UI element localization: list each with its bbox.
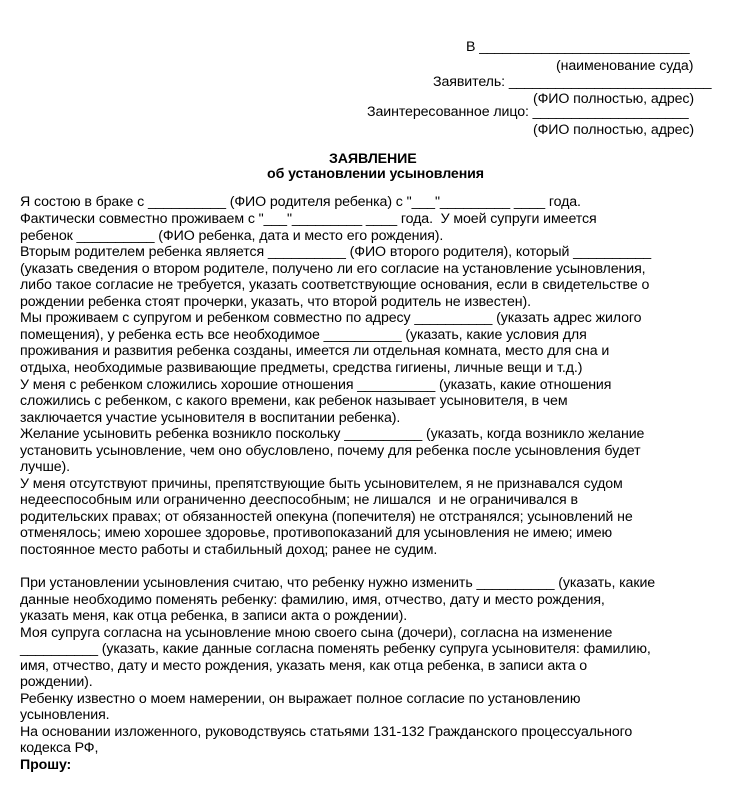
body-line: отменялось; имею хорошее здоровье, противопоказаний для усыновления не имею; имею: [20, 525, 613, 541]
body-line: Ребенку известно о моем намерении, он выражает полное согласие по установлению: [20, 691, 581, 707]
body-line: лучше).: [20, 459, 71, 475]
body-line: сложились с ребенком, с какого времени, как ребенок называет усыновителя, в чем: [20, 393, 568, 409]
body-line: отдыха, необходимые развивающие предметы, средства гигиены, личные вещи и т.д.): [20, 360, 583, 376]
body-line: рождении ребенка стоят прочерки, указать, что второй родитель не известен).: [20, 294, 531, 310]
body-line: установить усыновление, чем оно обусловлено, почему для ребенка после усыновления будет: [20, 443, 641, 459]
court-line: В ___________________________: [466, 39, 690, 55]
body-line: данные необходимо поменять ребенку: фамилию, имя, отчество, дату и место рождения,: [20, 592, 605, 608]
body-line: проживания и развития ребенка созданы, имеется ли отдельная комната, место для сна и: [20, 343, 610, 359]
body-line: заключается участие усыновителя в воспитании ребенка).: [20, 410, 401, 426]
body-line: усыновления.: [20, 707, 110, 723]
body-line: У меня с ребенком сложились хорошие отношения __________ (указать, какие отношения: [20, 377, 612, 393]
applicant-caption: (ФИО полностью, адрес): [533, 91, 695, 107]
body-line: кодекса РФ,: [20, 740, 99, 756]
body-line: Я состою в браке с __________ (ФИО родителя ребенка) с "___"_________ ____ года.: [20, 194, 581, 210]
interested-party-line: Заинтересованное лицо: ____________________: [367, 104, 689, 120]
body-line: рождении).: [20, 674, 93, 690]
interested-party-caption: (ФИО полностью, адрес): [533, 122, 695, 138]
body-line: (указать сведения о втором родителе, получено ли его согласие на установление усыновления,: [20, 261, 646, 277]
body-line: недееспособным или ограниченно дееспособным; не лишался и не ограничивался в: [20, 492, 578, 508]
body-line: Мы проживаем с супругом и ребенком совместно по адресу __________ (указать адрес жилого: [20, 310, 642, 326]
body-line: При установлении усыновления считаю, что ребенку нужно изменить __________ (указать, какие: [20, 575, 656, 591]
body-line: родительских правах; от обязанностей опекуна (попечителя) не отстранялся; усыновлений не: [20, 509, 633, 525]
body-line: Моя супруга согласна на усыновление мною своего сына (дочери), согласна на изменение: [20, 625, 613, 641]
body-line: Фактически совместно проживаем с "___"_________ ____ года. У моей супруги имеется: [20, 211, 597, 227]
body-line: __________ (указать, какие данные согласна поменять ребенку супруга усыновителя: фамилию,: [20, 641, 651, 657]
body-line: помещения), у ребенка есть все необходимое __________ (указать, какие условия для: [20, 327, 587, 343]
closing-request: Прошу:: [20, 757, 72, 773]
body-line: У меня отсутствуют причины, препятствующие быть усыновителем, я не признавался судом: [20, 476, 623, 492]
applicant-line: Заявитель: __________________________: [433, 74, 712, 90]
court-caption: (наименование суда): [556, 58, 694, 74]
body-line: Желание усыновить ребенка возникло поскольку __________ (указать, когда возникло желание: [20, 426, 645, 442]
body-line: имя, отчество, дату и место рождения, указать меня, как отца ребенка, в записи акта о: [20, 658, 588, 674]
body-line: Вторым родителем ребенка является __________ (ФИО второго родителя), который __________: [20, 244, 652, 260]
body-line: постоянное место работы и стабильный доход; ранее не судим.: [20, 542, 438, 558]
body-line: либо такое согласие не требуется, указать соответствующие основания, если в свидетельстве о: [20, 277, 650, 293]
body-line: На основании изложенного, руководствуясь статьями 131-132 Гражданского процессуального: [20, 724, 633, 740]
document-subtitle: об установлении усыновления: [267, 166, 484, 182]
document-title: ЗАЯВЛЕНИЕ: [329, 151, 417, 167]
body-line: ребенок __________ (ФИО ребенка, дата и место его рождения).: [20, 228, 444, 244]
body-line: указать меня, как отца ребенка, в записи акта о рождении).: [20, 608, 408, 624]
